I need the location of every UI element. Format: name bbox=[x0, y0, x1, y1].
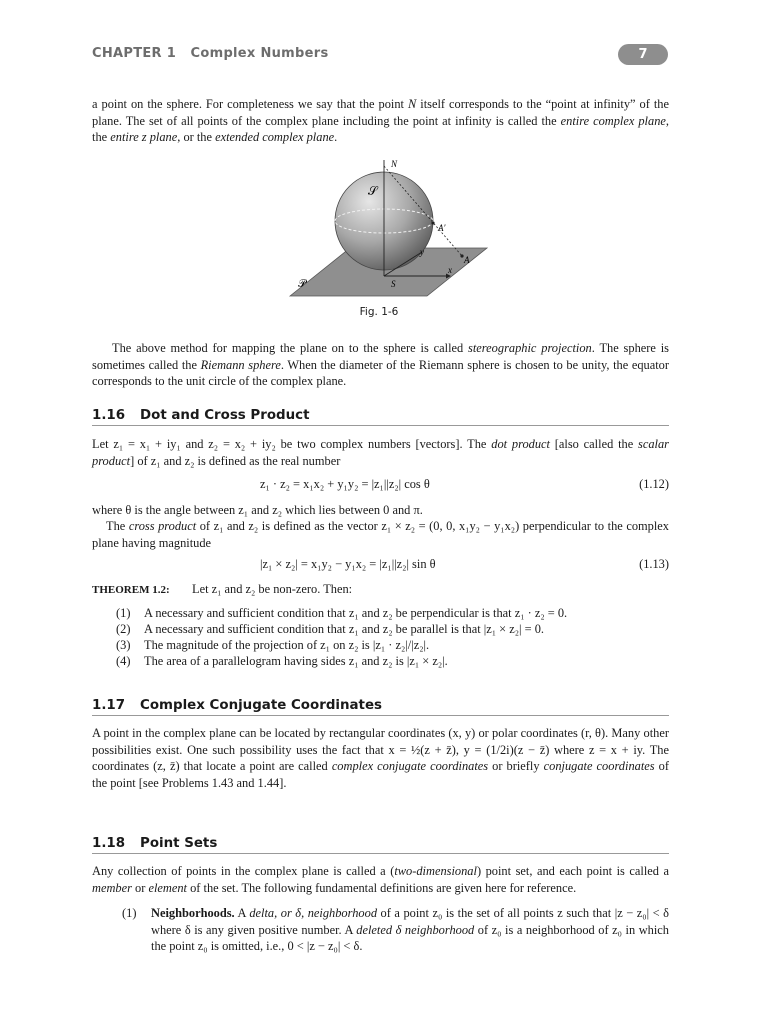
conjugate-coordinates-paragraph: A point in the complex plane can be located by rectangular coordinates (x, y) or polar coordinates (r, θ). Many other possibilities exist. One such possibility uses the fact that x = ½(z + z̄), y = (1/2i)(z − z̄) where z = x + iy. The coordinates (z, z̄) that locate a point are called complex conjugate coordinates or briefly conjugate coordinates of the point [see Problems 1.43 and 1.44]. bbox=[92, 726, 669, 790]
section-number: 1.16 bbox=[92, 408, 126, 423]
label-origin: S bbox=[391, 279, 396, 289]
theorem-statement: Let z₁ and z₂ be non-zero. Then: bbox=[192, 582, 353, 596]
equation-expression: z₁ · z₂ = x₁x₂ + y₁y₂ = |z₁||z₂| cos θ bbox=[260, 477, 430, 491]
list-marker: (2) bbox=[116, 622, 131, 636]
section-title: Dot and Cross Product bbox=[140, 408, 310, 423]
equation-1-12 bbox=[92, 477, 669, 494]
list-text: The magnitude of the projection of z₁ on z₂ is |z₁ · z₂|/|z₂|. bbox=[144, 638, 430, 652]
list-text: The area of a parallelogram having sides z₁ and z₂ is |z₁ × z₂|. bbox=[144, 654, 448, 668]
theorem-label: THEOREM 1.2: bbox=[92, 584, 170, 596]
label-plane: 𝒫 bbox=[298, 277, 306, 290]
definition-text: Neighborhoods. A delta, or δ, neighborhood of a point z₀ is the set of all points z such that |z − z₀| < δ where δ is any given positive number. A deleted δ neighborhood of z₀ is a neighborhood of z₀ in which the point z₀ is omitted, i.e., 0 < |z − z₀| < δ. bbox=[151, 906, 669, 953]
equation-expression: |z₁ × z₂| = x₁y₂ − y₁x₂ = |z₁||z₂| sin θ bbox=[260, 557, 436, 571]
dot-product-definition: Let z₁ = x₁ + iy₁ and z₂ = x₂ + iy₂ be two complex numbers [vectors]. The dot product [also called the scalar product] of z₁ and z₂ is defined as the real number bbox=[92, 437, 669, 468]
label-x: x bbox=[448, 265, 452, 275]
point-a-prime bbox=[431, 221, 434, 224]
equation-number: (1.12) bbox=[639, 477, 669, 491]
label-n: N bbox=[391, 159, 398, 169]
label-a-prime: A′ bbox=[438, 223, 446, 233]
list-text: A necessary and sufficient condition that z₁ and z₂ be perpendicular is that z₁ · z₂ = 0. bbox=[144, 606, 568, 620]
page-header bbox=[92, 44, 668, 66]
section-heading-1-17 bbox=[92, 698, 669, 716]
chapter-number: CHAPTER 1 bbox=[92, 46, 177, 61]
equation-1-13 bbox=[92, 557, 669, 574]
section-heading-1-16 bbox=[92, 408, 669, 426]
label-y: y bbox=[420, 247, 424, 257]
chapter-title: Complex Numbers bbox=[190, 46, 329, 61]
running-head bbox=[92, 46, 329, 61]
list-text: A necessary and sufficient condition that z₁ and z₂ be parallel is that |z₁ × z₂| = 0. bbox=[144, 622, 545, 636]
section-title: Point Sets bbox=[140, 836, 218, 851]
page-number-badge: 7 bbox=[618, 44, 668, 65]
angle-sentence: where θ is the angle between z₁ and z₂ which lies between 0 and π. bbox=[92, 503, 423, 517]
equation-number: (1.13) bbox=[639, 557, 669, 571]
section-number: 1.17 bbox=[92, 698, 126, 713]
label-a: A bbox=[464, 255, 470, 265]
figure-caption: Fig. 1-6 bbox=[359, 306, 399, 318]
list-marker: (1) bbox=[122, 906, 137, 920]
riemann-sphere-figure bbox=[250, 155, 515, 303]
list-marker: (4) bbox=[116, 654, 131, 668]
label-sphere: 𝒮 bbox=[368, 184, 378, 198]
theorem-1-2 bbox=[92, 582, 669, 597]
section-number: 1.18 bbox=[92, 836, 126, 851]
intro-paragraph: a point on the sphere. For completeness we say that the point N itself corresponds to the “point at infinity” of the plane. The set of all points of the complex plane including the point at infinity is called the entire complex plane, the entire z plane, or the extended complex plane. bbox=[92, 97, 669, 144]
stereographic-paragraph: The above method for mapping the plane on to the sphere is called stereographic projection. The sphere is sometimes called the Riemann sphere. When the diameter of the Riemann sphere is chosen to be unity, the equator corresponds to the unit circle of the complex plane. bbox=[92, 341, 670, 388]
list-marker: (1) bbox=[116, 606, 131, 620]
point-sets-paragraph: Any collection of points in the complex plane is called a (two-dimensional) point set, and each point is called a member or element of the set. The following fundamental definitions are given here for reference. bbox=[92, 864, 669, 895]
definition-neighborhoods bbox=[122, 905, 669, 955]
cross-product-definition: The cross product of z₁ and z₂ is defined as the vector z₁ × z₂ = (0, 0, x₁y₂ − y₁x₂) perpendicular to the complex plane having magnitude bbox=[92, 519, 670, 550]
section-heading-1-18 bbox=[92, 836, 669, 854]
list-marker: (3) bbox=[116, 638, 131, 652]
section-title: Complex Conjugate Coordinates bbox=[140, 698, 383, 713]
